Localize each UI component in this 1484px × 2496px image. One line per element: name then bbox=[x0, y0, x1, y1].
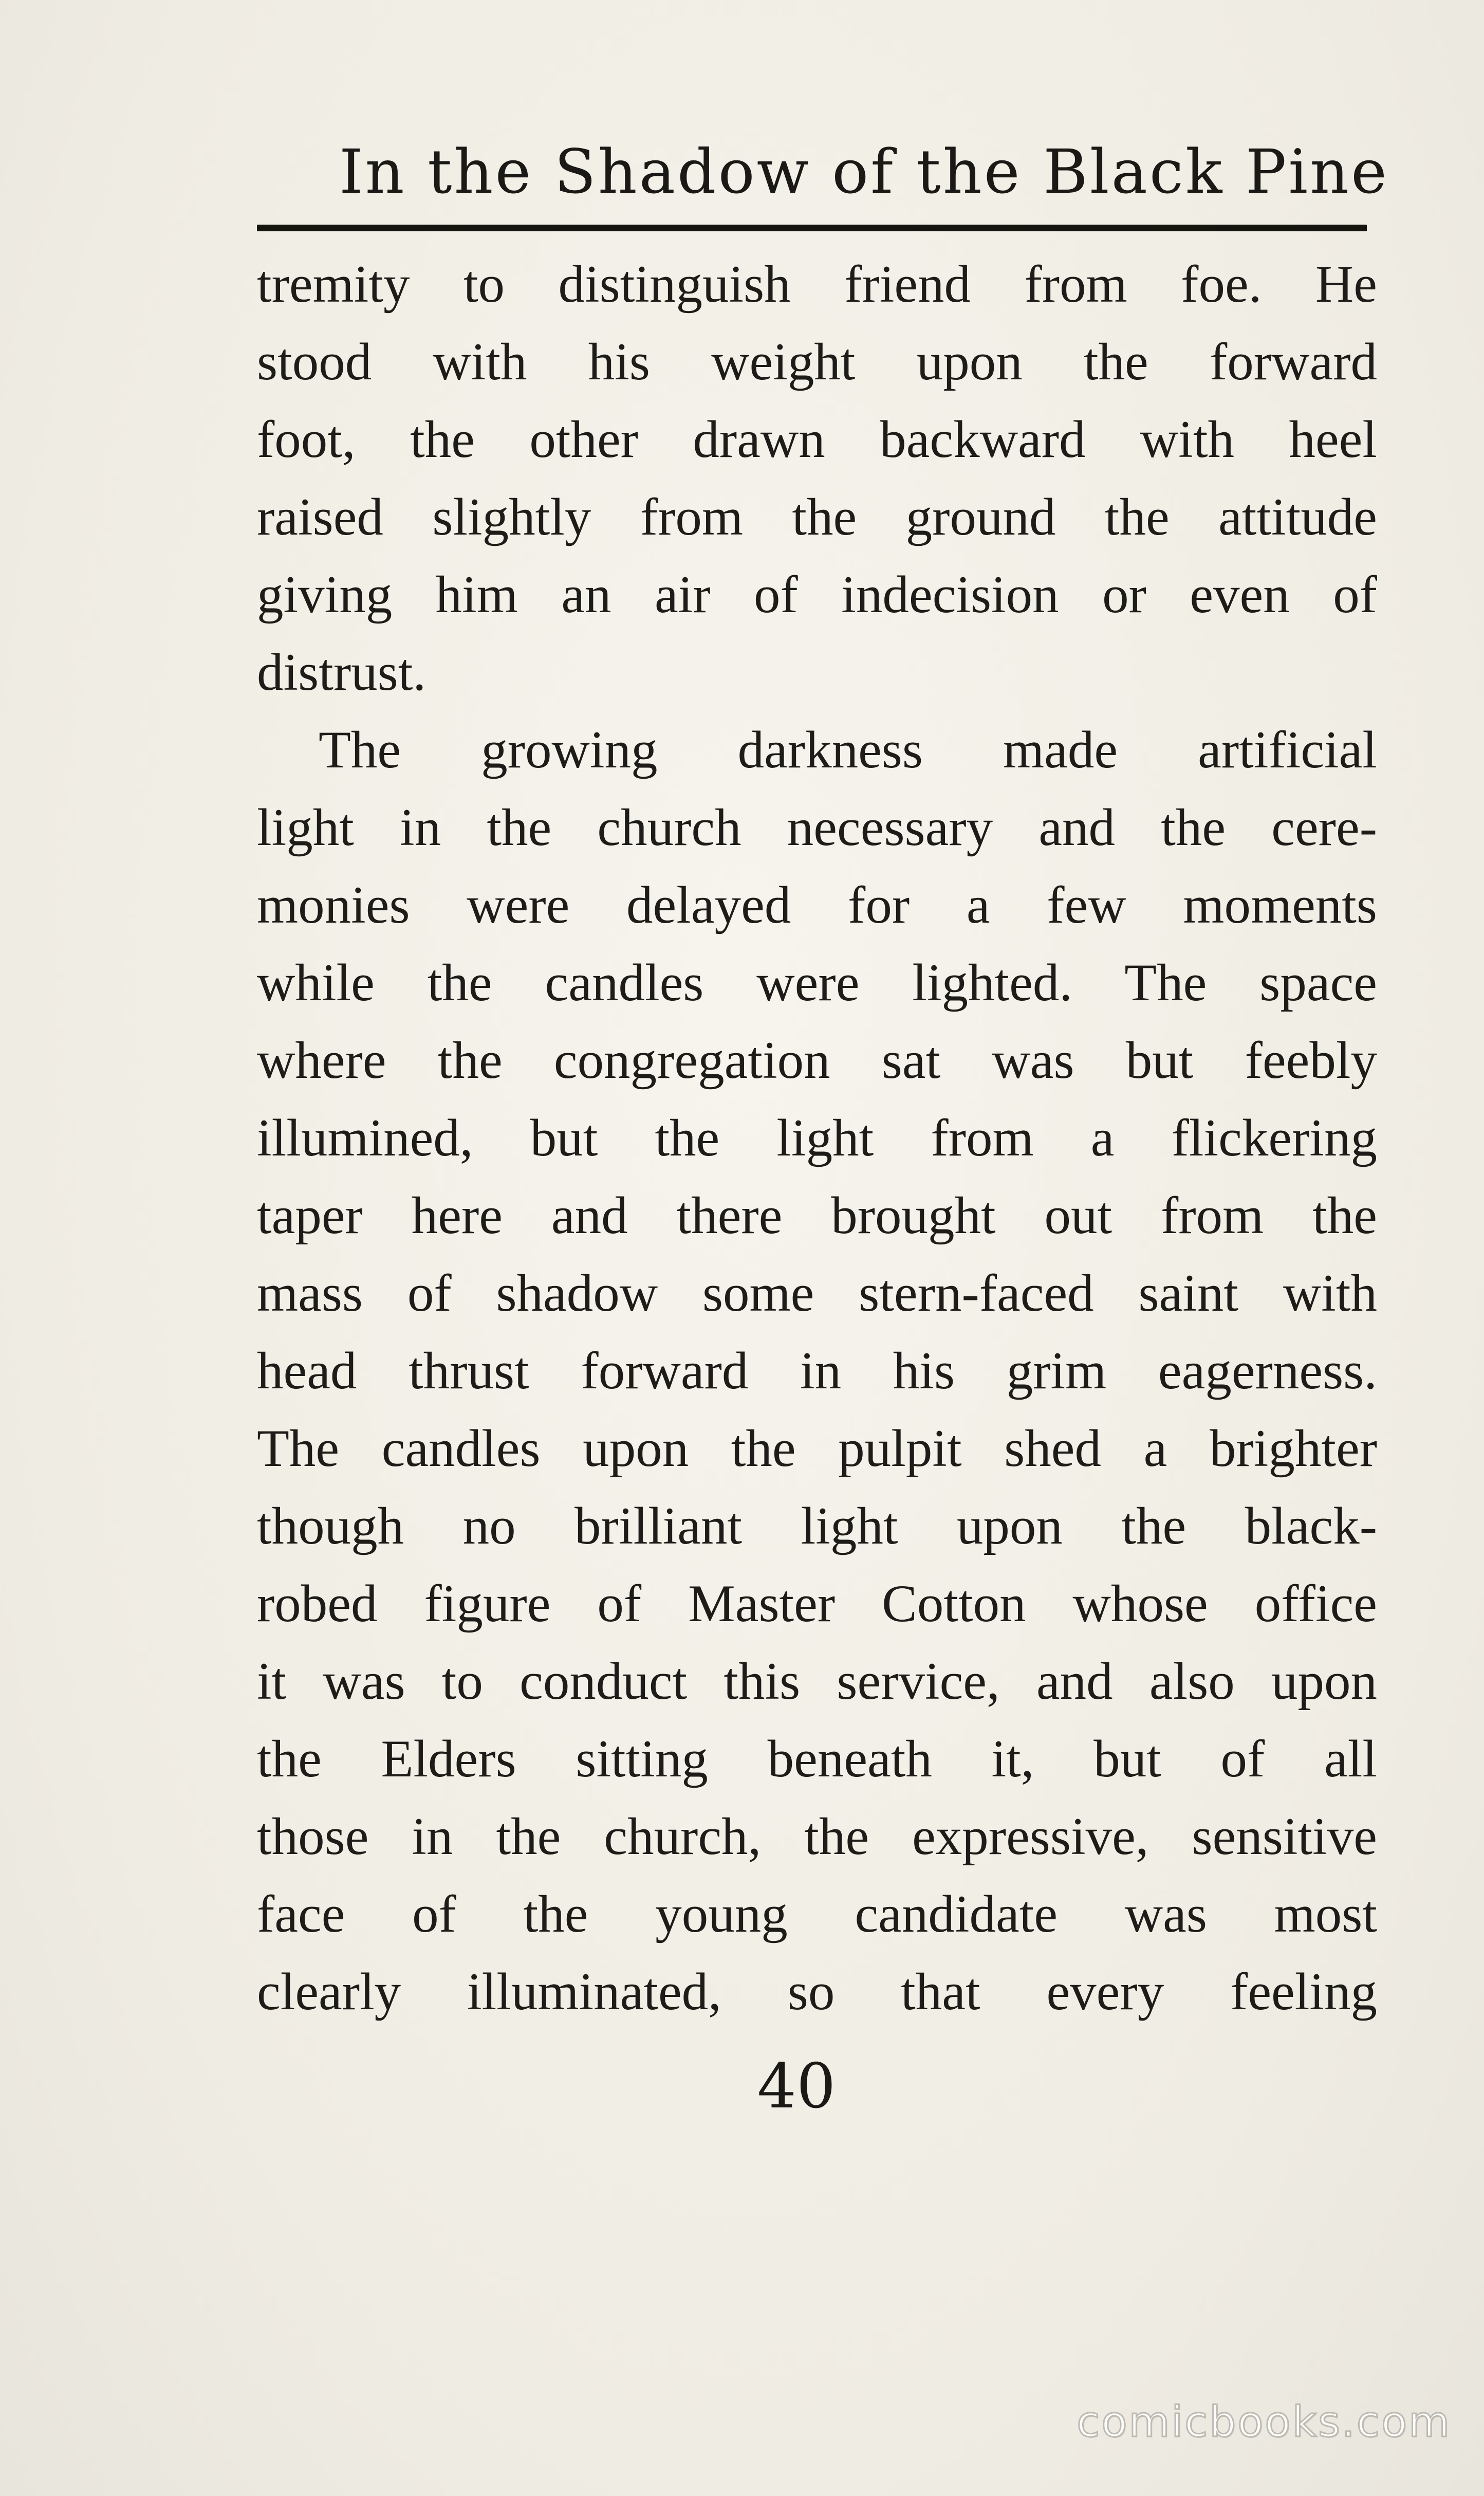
text-line: face of the young candidate was most bbox=[257, 1885, 1377, 1943]
header-rule bbox=[257, 225, 1367, 231]
text-line: though no brilliant light upon the black- bbox=[257, 1497, 1377, 1555]
text-line-paragraph-start: The growing darkness made artificial bbox=[319, 721, 1377, 779]
text-line: giving him an air of indecision or even of bbox=[257, 565, 1377, 624]
text-line: mass of shadow some stern-faced saint with bbox=[257, 1264, 1377, 1323]
watermark-text: comicbooks.com bbox=[1077, 2398, 1451, 2447]
text-line: tremity to distinguish friend from foe. He bbox=[257, 255, 1377, 314]
page-number: 40 bbox=[757, 2051, 836, 2122]
running-head-title: In the Shadow of the Black Pine bbox=[339, 136, 1389, 207]
text-line: stood with his weight upon the forward bbox=[257, 333, 1377, 391]
text-line: distrust. bbox=[257, 643, 426, 702]
text-line: clearly illuminated, so that every feeling bbox=[257, 1962, 1377, 2021]
text-line: illumined, but the light from a flickering bbox=[257, 1109, 1377, 1167]
text-line: the Elders sitting beneath it, but of all bbox=[257, 1730, 1377, 1788]
text-line: taper here and there brought out from the bbox=[257, 1186, 1377, 1245]
text-line: those in the church, the expressive, sensitive bbox=[257, 1807, 1377, 1866]
body-text bbox=[257, 246, 1377, 2031]
text-line: robed figure of Master Cotton whose office bbox=[257, 1574, 1377, 1633]
text-line: raised slightly from the ground the attitude bbox=[257, 488, 1377, 546]
text-line: The candles upon the pulpit shed a brighter bbox=[257, 1419, 1377, 1478]
text-line: where the congregation sat was but feebly bbox=[257, 1031, 1377, 1090]
text-line: light in the church necessary and the cere- bbox=[257, 798, 1377, 857]
text-line: head thrust forward in his grim eagerness. bbox=[257, 1342, 1377, 1400]
text-line: while the candles were lighted. The space bbox=[257, 953, 1377, 1012]
text-line: foot, the other drawn backward with heel bbox=[257, 410, 1377, 469]
text-line: monies were delayed for a few moments bbox=[257, 876, 1377, 934]
text-line: it was to conduct this service, and also upon bbox=[257, 1652, 1377, 1711]
running-head bbox=[257, 131, 1389, 218]
